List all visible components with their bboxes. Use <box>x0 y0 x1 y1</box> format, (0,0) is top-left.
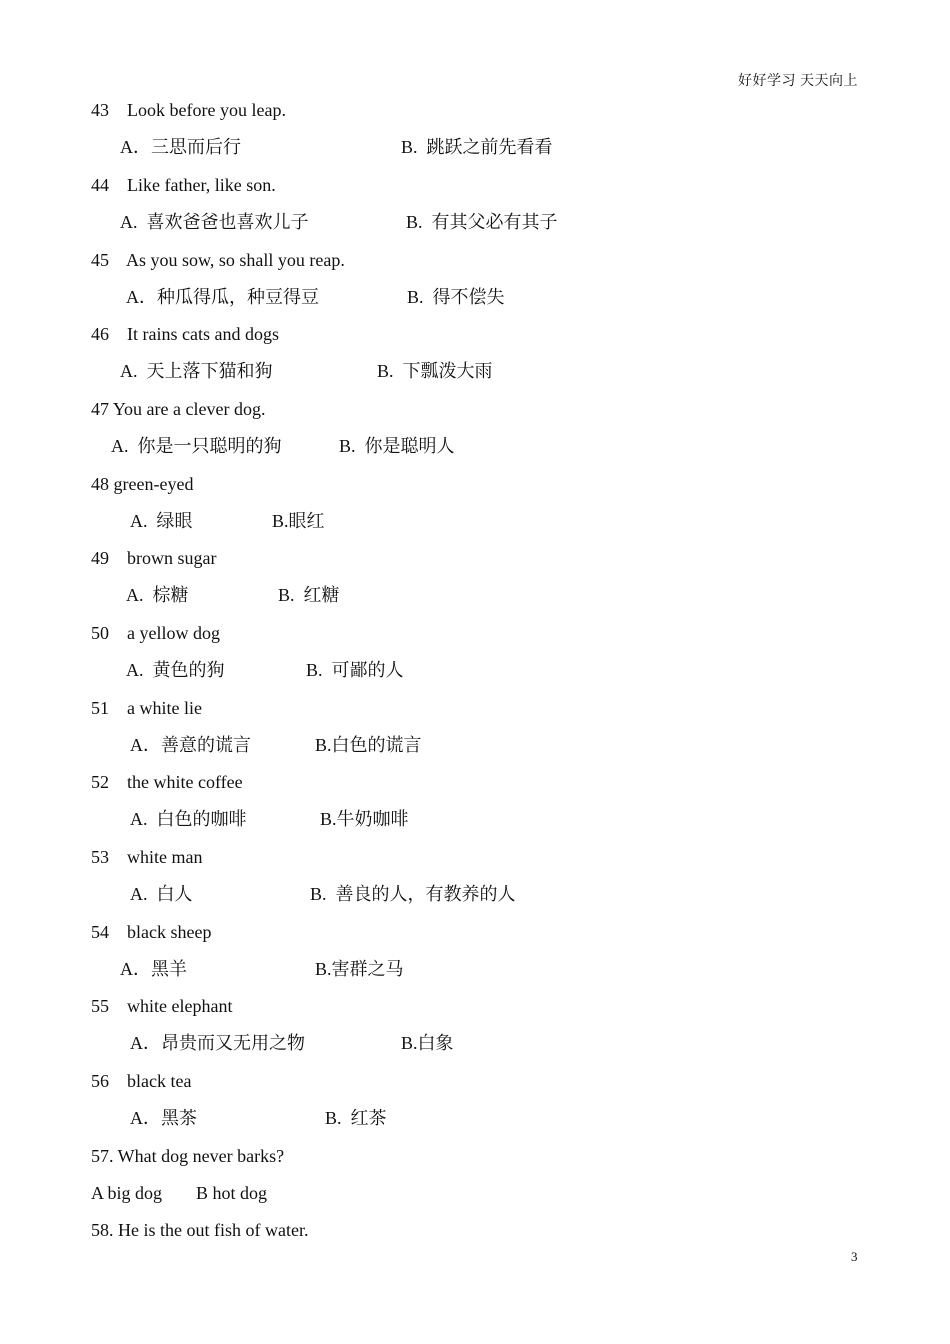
option-48-b: B.眼红 <box>272 511 325 531</box>
question-46: 46 It rains cats and dogs <box>91 324 279 344</box>
question-55: 55 white elephant <box>91 996 233 1016</box>
option-49-a: A. 棕糖 <box>126 585 189 605</box>
question-49: 49 brown sugar <box>91 548 217 568</box>
question-47: 47 You are a clever dog. <box>91 399 266 419</box>
page-header: 好好学习 天天向上 <box>738 74 858 89</box>
question-56: 56 black tea <box>91 1071 192 1091</box>
option-48-a: A. 绿眼 <box>130 511 193 531</box>
option-45-b: B. 得不偿失 <box>407 287 505 307</box>
option-46-b: B. 下瓢泼大雨 <box>377 361 493 381</box>
question-54: 54 black sheep <box>91 922 212 942</box>
option-54-b: B.害群之马 <box>315 959 404 979</box>
question-53: 53 white man <box>91 847 203 867</box>
question-58: 58. He is the out fish of water. <box>91 1220 309 1240</box>
option-44-b: B. 有其父必有其子 <box>406 212 558 232</box>
option-57-b: B hot dog <box>196 1183 268 1203</box>
option-55-b: B.白象 <box>401 1033 454 1053</box>
option-47-b: B. 你是聪明人 <box>339 436 455 456</box>
option-51-b: B.白色的谎言 <box>315 735 422 755</box>
option-57-a: A big dog <box>91 1183 163 1203</box>
option-45-a: A．种瓜得瓜，种豆得豆 <box>126 287 319 307</box>
option-43-b: B. 跳跃之前先看看 <box>401 137 553 157</box>
question-44: 44 Like father, like son. <box>91 175 276 195</box>
option-50-b: B. 可鄙的人 <box>306 660 404 680</box>
option-56-b: B. 红茶 <box>325 1108 387 1128</box>
option-50-a: A. 黄色的狗 <box>126 660 225 680</box>
question-43: 43 Look before you leap. <box>91 100 286 120</box>
question-45: 45 As you sow, so shall you reap. <box>91 250 345 270</box>
question-48: 48 green-eyed <box>91 474 194 494</box>
question-51: 51 a white lie <box>91 698 202 718</box>
option-46-a: A. 天上落下猫和狗 <box>120 361 273 381</box>
option-47-a: A. 你是一只聪明的狗 <box>111 436 282 456</box>
question-57: 57. What dog never barks? <box>91 1146 285 1166</box>
page-number: 3 <box>851 1249 858 1264</box>
option-53-b: B. 善良的人，有教养的人 <box>310 884 516 904</box>
question-52: 52 the white coffee <box>91 772 243 792</box>
option-51-a: A．善意的谎言 <box>130 735 251 755</box>
option-54-a: A．黑羊 <box>120 959 187 979</box>
option-43-a: A．三思而后行 <box>120 137 241 157</box>
option-49-b: B. 红糖 <box>278 585 340 605</box>
option-52-b: B.牛奶咖啡 <box>320 809 409 829</box>
option-52-a: A. 白色的咖啡 <box>130 809 247 829</box>
option-55-a: A．昂贵而又无用之物 <box>130 1033 305 1053</box>
option-56-a: A．黑茶 <box>130 1108 197 1128</box>
option-53-a: A. 白人 <box>130 884 193 904</box>
option-44-a: A. 喜欢爸爸也喜欢儿子 <box>120 212 309 232</box>
question-50: 50 a yellow dog <box>91 623 220 643</box>
